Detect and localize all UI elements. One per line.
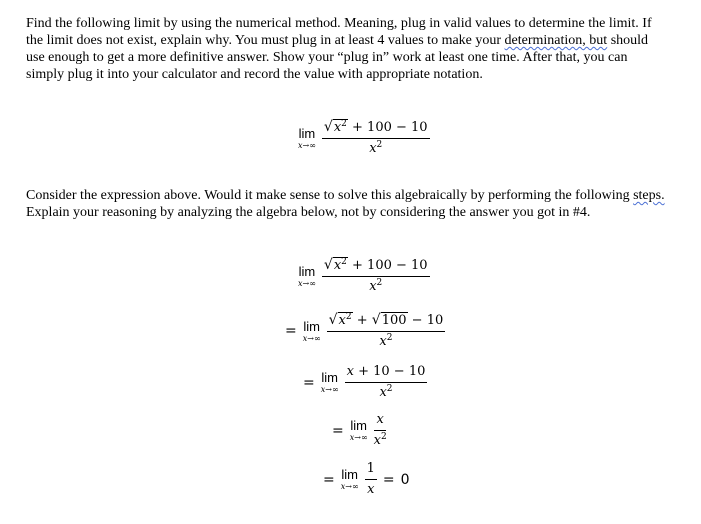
limit-operator: lim x→∞	[298, 125, 316, 150]
limit-operator: lim x→∞	[320, 370, 339, 394]
step-3-expression: = lim x→∞ $\frac{x + 10 - 10}{x^2}$	[303, 364, 426, 400]
question-paragraph	[26, 187, 666, 221]
flagged-word: steps.	[633, 188, 665, 203]
step-5-expression: = lim x→∞ $\frac{1}{x}$ = 0	[323, 461, 410, 497]
limit-operator: lim x→∞	[349, 418, 368, 442]
result-value: 0	[400, 471, 410, 488]
question-text: Consider the expression above. Would it make sense to solve this algebraically by performing the following	[26, 188, 634, 203]
fraction: $\frac{x + 10 - 10}{x^2}$	[346, 364, 426, 400]
instructions-paragraph	[26, 15, 666, 83]
limit-operator: lim x→∞	[298, 263, 316, 288]
limit-operator: lim x→∞	[302, 318, 321, 343]
instructions-text-cont: should use enough to get a more definitive answer. Show your “plug in” work at least one time. After that, you can simply plug it into your calculator and record the value with appropriate notation.	[26, 33, 649, 82]
step-2-expression: = lim x→∞ √ $x^2$ + √ 100 − 10 $x^2$	[285, 312, 444, 349]
flagged-phrase: determination, but	[504, 33, 608, 48]
question-text-cont: Explain your reasoning by analyzing the algebra below, not by considering the answer you got in #4.	[26, 205, 591, 220]
step-4-expression: = lim x→∞ $\frac{x}{x^2}$	[332, 412, 387, 448]
fraction: $\frac{x}{x^2}$	[373, 412, 387, 448]
fraction: $\frac{1}{x}$	[366, 461, 375, 497]
fraction: √ $x^2$ + 100 − 10 $x^2$	[323, 119, 428, 156]
step-1-expression	[298, 257, 430, 295]
limit-expression	[298, 119, 430, 157]
instructions-text: Find the following limit by using the numerical method. Meaning, plug in valid values to determine the limit. If the limit does not exist, explain why. You must plug in at least 4 values to make your	[26, 16, 652, 48]
fraction: √ $x^2$ + √ 100 − 10 $x^2$	[328, 312, 444, 349]
fraction: √ $x^2$ + 100 − 10 $x^2$	[323, 257, 428, 294]
limit-operator: lim x→∞	[340, 467, 359, 491]
